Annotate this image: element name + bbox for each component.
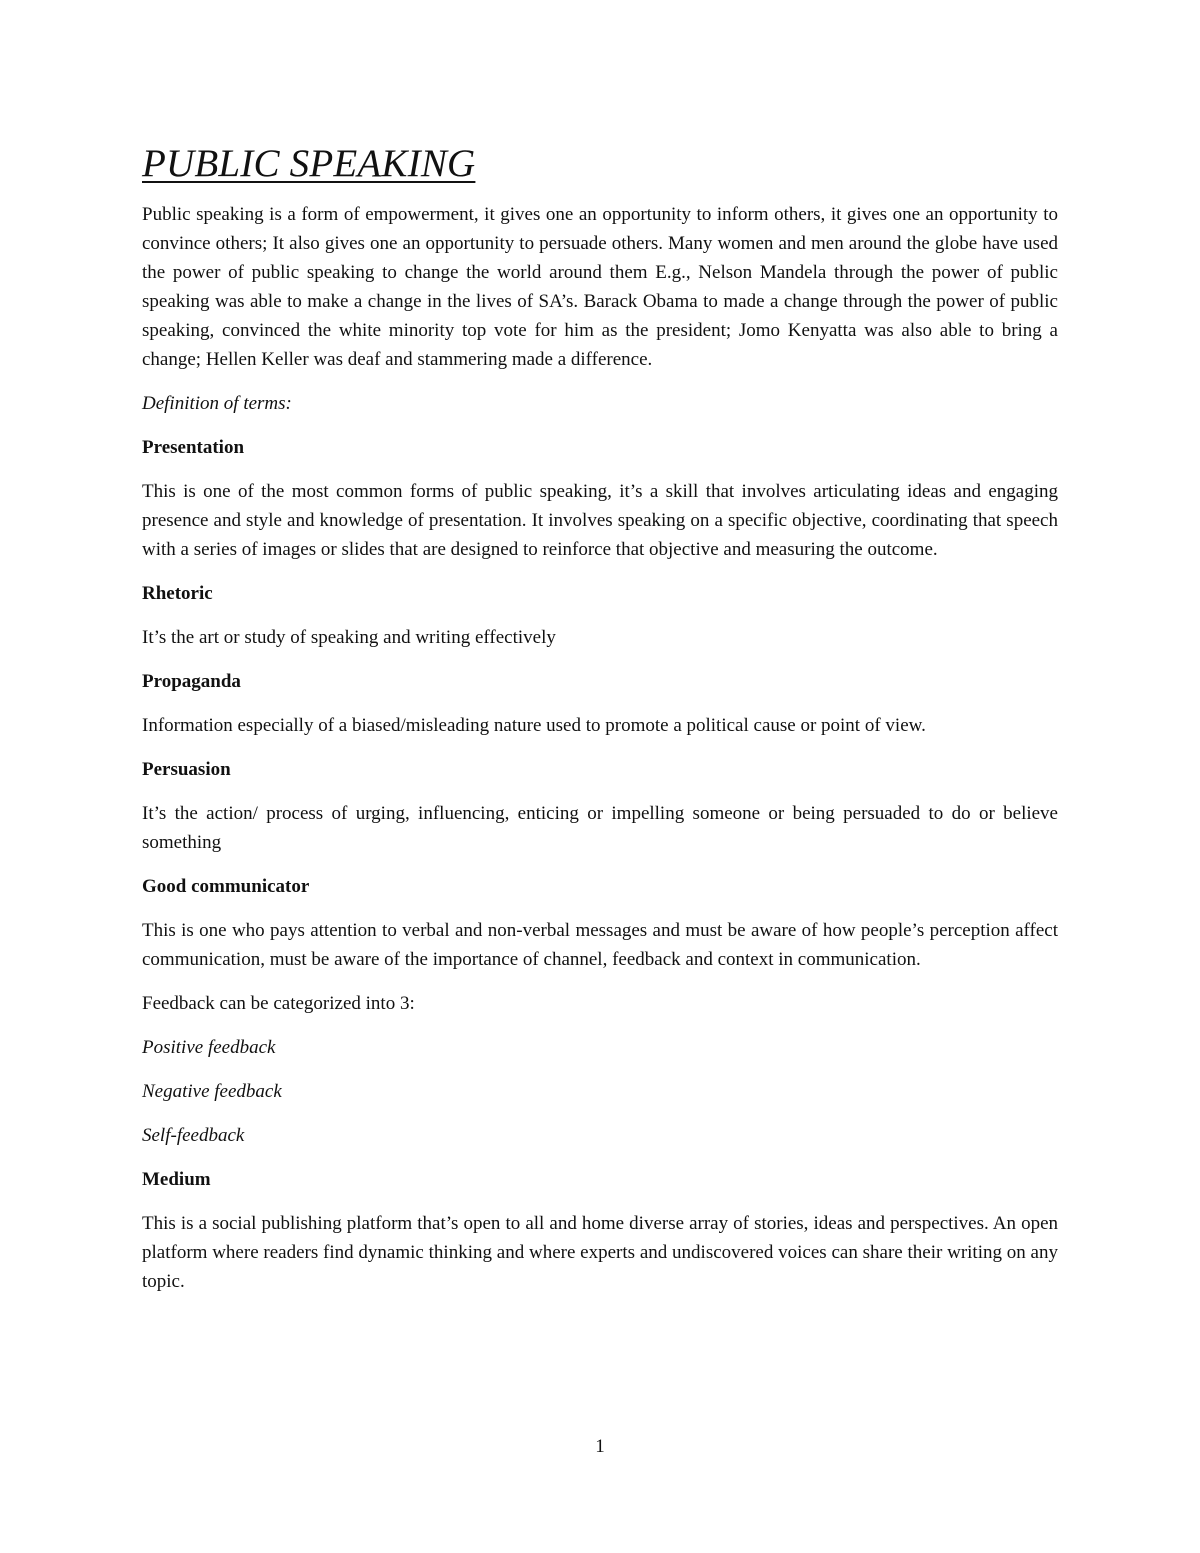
definition-propaganda: Information especially of a biased/misleading nature used to promote a political cause or point of view. [142, 715, 926, 736]
term-good-communicator: Good communicator [142, 876, 310, 897]
term-presentation: Presentation [142, 437, 245, 458]
term-propaganda: Propaganda [142, 671, 241, 692]
document-body [142, 140, 1058, 1311]
page-title: PUBLIC SPEAKING [142, 142, 476, 185]
definition-good-communicator: This is one who pays attention to verbal and non-verbal messages and must be aware of how people’s perception affect communication, must be aware of the importance of channel, feedback and context in communication. [142, 920, 1058, 970]
intro-paragraph: Public speaking is a form of empowerment, it gives one an opportunity to inform others, it gives one an opportunity to convince others; It also gives one an opportunity to persuade others. Many women and men around the globe have used the power of public speaking to change the world around them E.g., Nelson Mandela through the power of public speaking was able to make a change in the lives of SA’s. Barack Obama to made a change through the power of public speaking, convinced the white minority top vote for him as the president; Jomo Kenyatta was also able to bring a change; Hellen Keller was deaf and stammering made a difference. [142, 204, 1058, 370]
feedback-type-negative: Negative feedback [142, 1081, 282, 1102]
definition-presentation: This is one of the most common forms of public speaking, it’s a skill that involves articulating ideas and engaging presence and style and knowledge of presentation. It involves speaking on a specific objective, coordinating that speech with a series of images or slides that are designed to reinforce that objective and measuring the outcome. [142, 481, 1058, 560]
page-number: 1 [595, 1436, 605, 1457]
definition-heading: Definition of terms: [142, 393, 292, 414]
feedback-type-self: Self-feedback [142, 1125, 245, 1146]
feedback-intro: Feedback can be categorized into 3: [142, 993, 415, 1014]
term-medium: Medium [142, 1169, 211, 1190]
definition-persuasion: It’s the action/ process of urging, influencing, enticing or impelling someone or being persuaded to do or believe something [142, 803, 1058, 853]
term-persuasion: Persuasion [142, 759, 231, 780]
definition-medium: This is a social publishing platform that’s open to all and home diverse array of stories, ideas and perspectives. An open platform where readers find dynamic thinking and where experts and undiscovered voices can share their writing on any topic. [142, 1213, 1058, 1292]
feedback-type-positive: Positive feedback [142, 1037, 276, 1058]
term-rhetoric: Rhetoric [142, 583, 213, 604]
definition-rhetoric: It’s the art or study of speaking and writing effectively [142, 627, 556, 648]
